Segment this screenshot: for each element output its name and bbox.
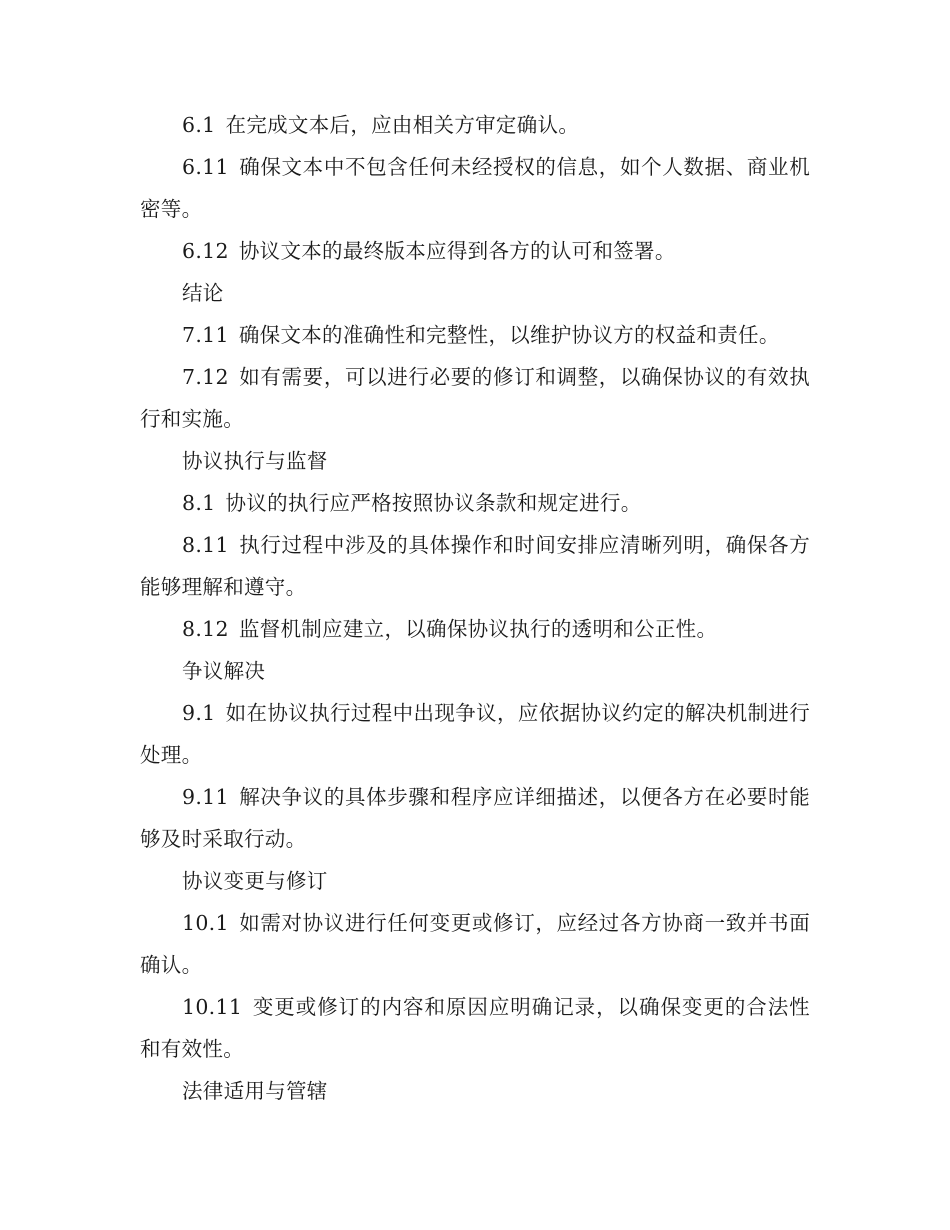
section-heading-text: 法律适用与管辖 [182,1079,328,1103]
clause-number: 9.11 [182,785,229,809]
paragraph-text: 确保文本中不包含任何未经授权的信息，如个人数据、商业机密等。 [140,155,810,221]
paragraph [140,608,810,650]
paragraph-text: 如在协议执行过程中出现争议，应依据协议约定的解决机制进行处理。 [140,701,810,767]
section-heading [140,1070,810,1112]
paragraph [140,692,810,776]
paragraph [140,524,810,608]
paragraph-text: 如需对协议进行任何变更或修订，应经过各方协商一致并书面确认。 [140,911,810,977]
section-heading-text: 争议解决 [182,659,266,683]
clause-number: 6.12 [182,239,229,263]
section-heading-text: 结论 [182,281,224,305]
paragraph-text: 如有需要，可以进行必要的修订和调整，以确保协议的有效执行和实施。 [140,365,810,431]
paragraph [140,230,810,272]
clause-number: 7.12 [182,365,229,389]
document-body [140,104,810,1112]
section-heading-text: 协议变更与修订 [182,869,328,893]
paragraph [140,902,810,986]
paragraph-text: 确保文本的准确性和完整性，以维护协议方的权益和责任。 [238,323,780,347]
section-heading [140,860,810,902]
clause-number: 10.11 [182,995,243,1019]
clause-number: 8.12 [182,617,229,641]
paragraph [140,146,810,230]
clause-number: 6.1 [182,113,216,137]
section-heading [140,440,810,482]
clause-number: 8.11 [182,533,229,557]
section-heading [140,272,810,314]
paragraph-text: 执行过程中涉及的具体操作和时间安排应清晰列明，确保各方能够理解和遵守。 [140,533,810,599]
section-heading [140,650,810,692]
clause-number: 9.1 [182,701,216,725]
paragraph-text: 在完成文本后，应由相关方审定确认。 [225,113,580,137]
paragraph-text: 变更或修订的内容和原因应明确记录，以确保变更的合法性和有效性。 [140,995,810,1061]
clause-number: 6.11 [182,155,229,179]
paragraph [140,314,810,356]
paragraph-text: 解决争议的具体步骤和程序应详细描述，以便各方在必要时能够及时采取行动。 [140,785,810,851]
clause-number: 7.11 [182,323,229,347]
section-heading-text: 协议执行与监督 [182,449,328,473]
paragraph-text: 协议文本的最终版本应得到各方的认可和签署。 [238,239,676,263]
paragraph [140,986,810,1070]
paragraph [140,104,810,146]
clause-number: 10.1 [182,911,229,935]
paragraph [140,776,810,860]
paragraph [140,356,810,440]
clause-number: 8.1 [182,491,216,515]
paragraph-text: 监督机制应建立，以确保协议执行的透明和公正性。 [238,617,718,641]
paragraph [140,482,810,524]
paragraph-text: 协议的执行应严格按照协议条款和规定进行。 [225,491,642,515]
